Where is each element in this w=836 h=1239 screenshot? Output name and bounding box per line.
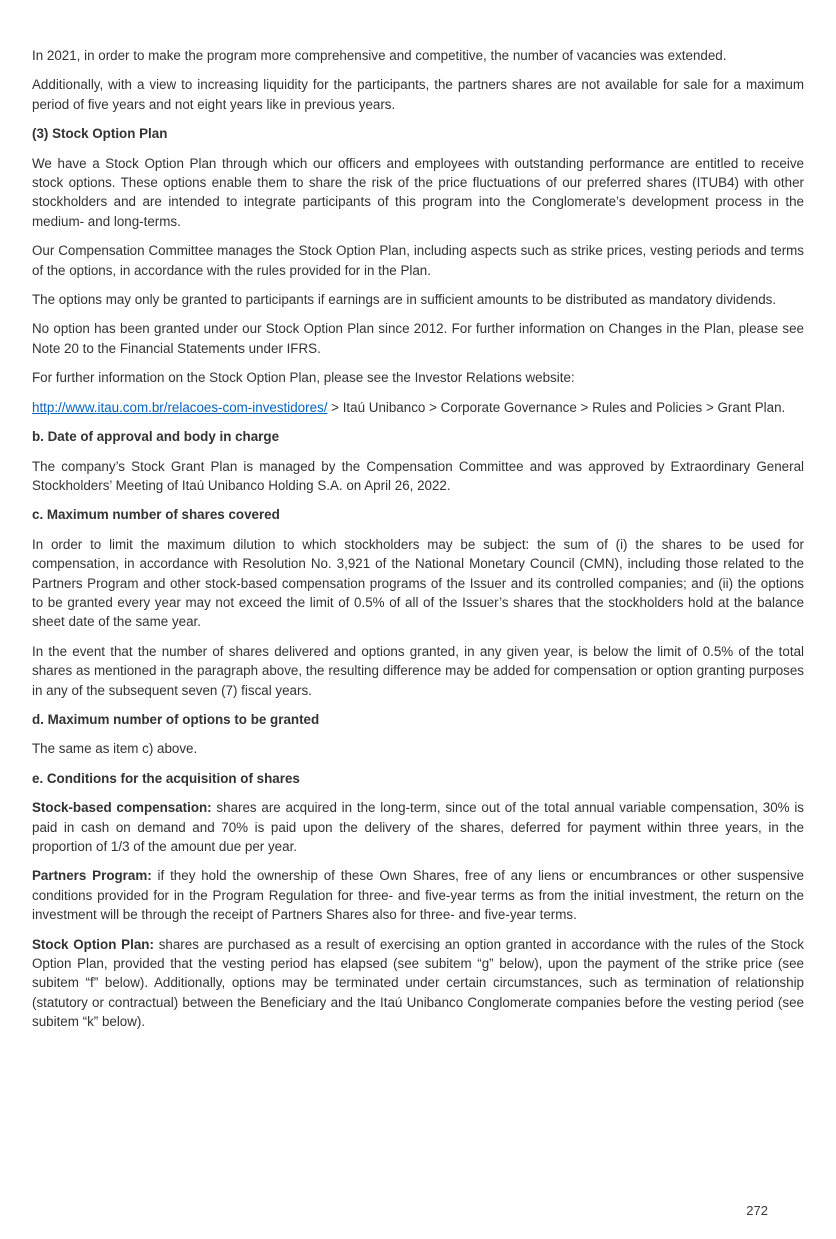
paragraph-same-as-item-c: The same as item c) above. [32,741,198,757]
lead-partners-program: Partners Program: [32,868,152,884]
text-stock-based-compensation: shares are acquired in the long-term, since out of the total annual variable compensation, 30% is paid in cash on demand and 70% is paid upon the delivery of the shares, deferred for payment within three years, in the proportion of 1/3 of the amount due per year. [32,800,804,854]
heading-stock-option-plan: (3) Stock Option Plan [32,126,168,142]
paragraph-plan-description: We have a Stock Option Plan through which our officers and employees with outstanding performance are entitled to receive stock options. These options enable them to share the risk of the price fluctuations of our preferred shares (ITUB4) with other stockholders and are intended to integrate participants of this program into the Conglomerate’s development process in the medium- and long-terms. [32,155,804,229]
heading-maximum-options-granted: d. Maximum number of options to be granted [32,711,320,727]
text-partners-program: if they hold the ownership of these Own Shares, free of any liens or encumbrances or other suspensive conditions provided for in the Program Regulation for three- and five-year terms as from the initial investment, the return on the investment will be through the receipt of Partners Shares also for three- and five-year terms. [32,868,804,923]
paragraph-options-granted-earnings: The options may only be granted to participants if earnings are in sufficient amounts to be distributed as mandatory dividends. [32,292,777,308]
lead-stock-option-plan: Stock Option Plan: [32,936,154,952]
page-number: 272 [746,1203,768,1218]
paragraph-approval-details: The company’s Stock Grant Plan is managed by the Compensation Committee and was approved by Extraordinary General Stockholders’ Meeting of Itaú Unibanco Holding S.A. on April 26, 2022. [32,458,804,493]
paragraph-stock-option-plan-conditions [32,935,804,1032]
paragraph-vacancies-extended: In 2021, in order to make the program more comprehensive and competitive, the number of vacancies was extended. [32,48,727,63]
paragraph-limit-difference-carryover: In the event that the number of shares delivered and options granted, in any given year, is below the limit of 0.5% of the total shares as mentioned in the paragraph above, the resulting difference may be added for compensation or option granting purposes in any of the subsequent seven (7) fiscal years. [32,643,804,698]
paragraph-liquidity-participants: Additionally, with a view to increasing liquidity for the participants, the partners shares are not available for sale for a maximum period of five years and not eight years like in previous years. [32,77,804,112]
heading-conditions-acquisition: e. Conditions for the acquisition of shares [32,770,300,786]
lead-stock-based-compensation: Stock-based compensation: [32,800,212,816]
paragraph-dilution-limit: In order to limit the maximum dilution to which stockholders may be subject: the sum of (i) the shares to be used for compensation, in accordance with Resolution No. 3,921 of the National Monetary Council (CMN), including those related to the Partners Program and other stock-based compensation programs of the Issuer and its controlled companies; and (ii) the options to be granted every year may not exceed the limit of 0.5% of all of the Issuer’s shares that the stockholders hold at the balance sheet date of the same year. [32,536,804,630]
paragraph-partners-program [32,866,804,924]
paragraph-investor-relations-path [32,398,804,417]
heading-maximum-shares-covered: c. Maximum number of shares covered [32,507,280,523]
text-stock-option-plan: shares are purchased as a result of exercising an option granted in accordance with the rules of the Stock Option Plan, provided that the vesting period has elapsed (see subitem “g” below), upon the payment of the strike price (see subitem “f” below). Additionally, options may be terminated under certain circumstances, such as termination of relationship (statutory or contractual) between the Beneficiary and the Itaú Unibanco Conglomerate companies before the vesting period (see subitem “k” below). [32,936,804,1030]
paragraph-stock-based-compensation [32,798,804,856]
paragraph-no-option-since-2012: No option has been granted under our Stock Option Plan since 2012. For further information on Changes in the Plan, please see Note 20 to the Financial Statements under IFRS. [32,321,804,356]
paragraph-compensation-committee: Our Compensation Committee manages the Stock Option Plan, including aspects such as strike prices, vesting periods and terms of the options, in accordance with the rules provided for in the Plan. [32,243,804,278]
investor-relations-link[interactable]: http://www.itau.com.br/relacoes-com-investidores/ [32,399,328,415]
heading-date-of-approval: b. Date of approval and body in charge [32,429,280,445]
link-breadcrumb-text: > Itaú Unibanco > Corporate Governance > Rules and Policies > Grant Plan. [327,399,786,415]
paragraph-investor-relations-intro: For further information on the Stock Option Plan, please see the Investor Relations website: [32,370,575,386]
